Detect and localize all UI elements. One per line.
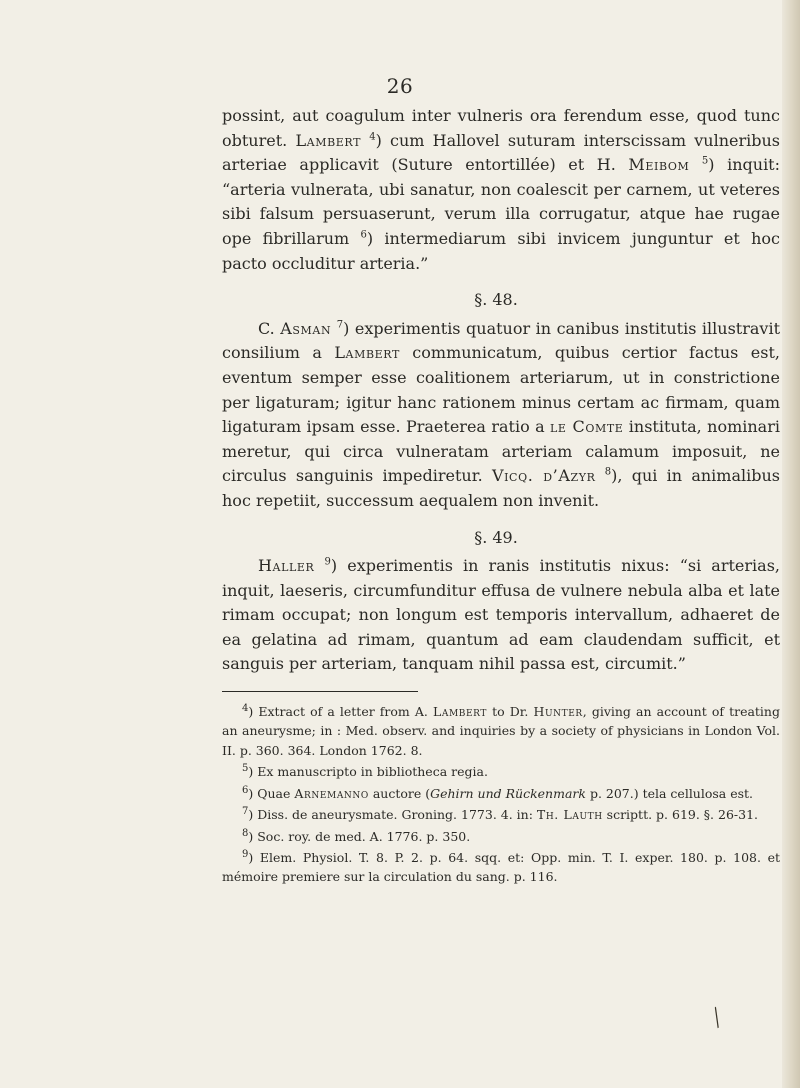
footnote-ref: 5 (701, 155, 709, 167)
text-run: p. 207.) tela cellulosa est. (585, 785, 754, 801)
author-name: Lambert (334, 343, 400, 363)
page-edge-shadow (782, 0, 800, 1088)
footnote-number: 8 (242, 827, 249, 839)
author-name: le Comte (550, 417, 624, 437)
footnote-ref: 4 (369, 131, 376, 143)
footnote-ref: 8 (604, 466, 612, 478)
footnote-4 (222, 702, 780, 760)
text-run: ) experimentis in ranis institutis nixus: “si arterias, inquit, laeseris, circumfunditur effusa de vulnere nebula alba et late rimam occupat; non longum est temporis intervallum, adhaeret de ea gelatina ad rimam, quantum ad eam claudendam sufficit, et sanguis per arteriam, tanquam nihil passa est, circumit.” (222, 556, 780, 674)
italic-title: Gehirn und Rückenmark (430, 785, 586, 801)
text-run: ) Quae (248, 785, 295, 801)
author-name: Asman (280, 318, 332, 338)
text-run: ) Diss. de aneurysmate. Groning. 1773. 4. in: (248, 807, 537, 823)
text-run: C. (258, 318, 281, 338)
footnote-ref: 6 (360, 229, 367, 241)
text-run: to Dr. (487, 704, 534, 720)
footnotes (222, 702, 780, 887)
paragraph-49 (222, 554, 780, 677)
text-run: ) Elem. Physiol. T. 8. P. 2. p. 64. sqq. et: Opp. min. T. I. exper. 180. p. 108. et mémoire premiere sur la circulation du sang. p. 116. (222, 849, 780, 885)
author-name: Th. Lauth (536, 807, 603, 823)
footnote-6 (222, 784, 780, 803)
text-run: instituta, nominari meretur, qui circa vulneratam arteriam calamum imposuit, ne circulus sanguinis impediretur. (222, 417, 780, 486)
footnote-7 (222, 805, 780, 824)
footnote-9 (222, 848, 780, 887)
author-name: Lambert (432, 704, 487, 720)
text-run: ) intermediarum sibi invicem junguntur et hoc pacto occluditur arteria.” (222, 228, 781, 273)
author-name: Lambert (295, 130, 362, 150)
text-run: auctore ( (368, 785, 431, 801)
text-run: ) experimentis quatuor in canibus institutis illustravit consilium a (222, 318, 780, 363)
page-number: 26 (386, 74, 414, 98)
footnote-number: 9 (242, 848, 249, 860)
footnote-number: 6 (242, 784, 249, 796)
section-heading-49: §. 49. (474, 527, 518, 547)
author-name: Arnemanno (294, 785, 369, 801)
text-run: , giving an account of treating an aneurysme; in : Med. observ. and inquiries by a society of physicians in London Vol. II. p. 360. 364. London 1762. 8. (222, 704, 780, 758)
author-name: Meibom (628, 155, 690, 175)
author-name: Haller (258, 556, 315, 576)
text-run: communicatum, quibus certior factus est, eventum semper esse coalitionem arteriarum, ut in constrictione per ligaturam; igitur hanc rationem minus certam ac firmam, quam ligaturam ipsam esse. Praeterea ratio a (222, 343, 780, 437)
text-run: ) inquit: “arteria vulnerata, ubi sanatur, non coalescit per carnem, ut veteres sibi falsum persuaserunt, verum illa corrugatur, atque hae rugae ope fibrillarum (222, 155, 781, 248)
footnote-number: 5 (242, 763, 249, 775)
text-run: ) Ex manuscripto in bibliotheca regia. (248, 764, 488, 780)
text-run: scriptt. p. 619. §. 26-31. (602, 807, 759, 823)
text-run: possint, aut coagulum inter vulneris ora ferendum esse, quod tunc obturet. (222, 106, 780, 150)
footnote-ref: 9 (324, 556, 331, 568)
author-name: Vicq. d’Azyr (491, 466, 596, 486)
footnote-ref: 7 (336, 319, 344, 331)
paragraph-48 (222, 317, 780, 514)
footnote-8 (222, 827, 780, 846)
footnote-number: 7 (242, 805, 249, 817)
text-run: ) Soc. roy. de med. A. 1776. p. 350. (248, 828, 471, 844)
main-text (222, 104, 780, 889)
paragraph-1 (222, 104, 780, 276)
text-run: ) cum Hallovel suturam interscissam vulneribus arteriae applicavit (Suture entortillée) et H. (222, 130, 780, 175)
section-heading-48: §. 48. (474, 290, 518, 310)
footnote-separator (222, 691, 418, 692)
footnote-5 (222, 762, 780, 781)
footnote-number: 4 (242, 702, 249, 714)
ink-mark: ╱ (707, 1006, 727, 1029)
text-run: ) Extract of a letter from A. (248, 704, 433, 720)
author-name: Hunter (533, 704, 583, 720)
text-run: ), qui in animalibus hoc repetiit, successum aequalem non invenit. (222, 466, 780, 510)
